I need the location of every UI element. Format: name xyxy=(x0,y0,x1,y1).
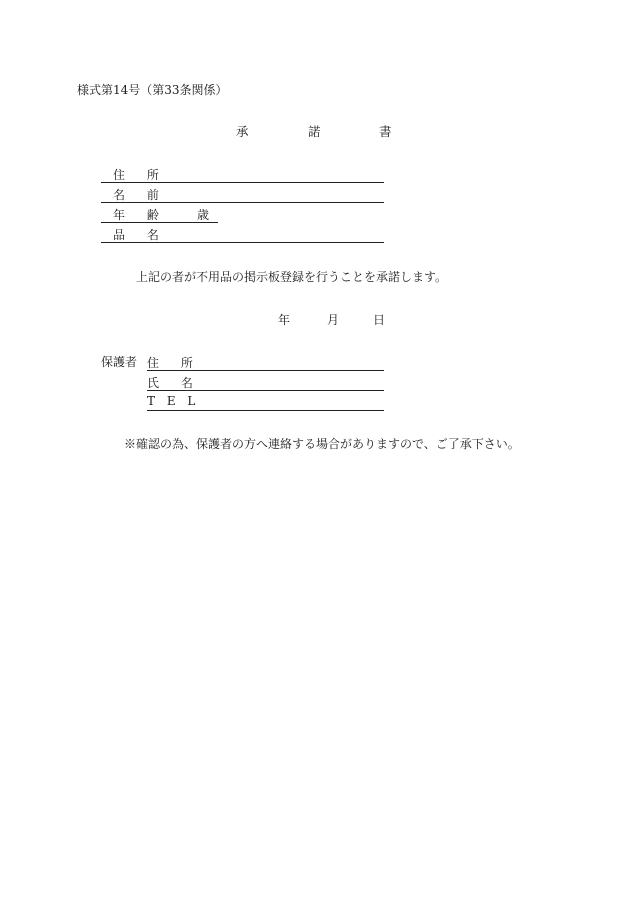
guardian-address-field[interactable] xyxy=(147,354,384,371)
title-char-2: 諾 xyxy=(308,124,321,139)
age-label: 年 齢 xyxy=(113,208,168,222)
guardian-name-label: 氏 名 xyxy=(147,376,202,390)
address-label: 住 所 xyxy=(113,168,168,182)
consent-statement: 上記の者が不用品の掲示板登録を行うことを承諾します。 xyxy=(136,270,448,284)
guardian-heading: 保護者 xyxy=(101,355,138,369)
item-name-field[interactable] xyxy=(101,226,384,243)
age-unit: 歳 xyxy=(197,208,210,222)
title-char-1: 承 xyxy=(236,124,249,139)
date-month: 月 xyxy=(327,313,340,327)
name-field[interactable] xyxy=(101,186,384,203)
address-field[interactable] xyxy=(101,166,384,183)
guardian-tel-field[interactable] xyxy=(147,394,384,411)
guardian-address-label: 住 所 xyxy=(147,356,202,370)
date-day: 日 xyxy=(373,313,386,327)
name-label: 名 前 xyxy=(113,188,168,202)
age-field[interactable] xyxy=(101,206,218,223)
title-char-3: 書 xyxy=(379,124,392,139)
notice-text: ※確認の為、保護者の方へ連絡する場合がありますので、ご了承下さい。 xyxy=(124,437,520,451)
item-name-label: 品 名 xyxy=(113,228,168,242)
guardian-name-field[interactable] xyxy=(147,374,384,391)
guardian-tel-label: T E L xyxy=(147,394,200,408)
date-year: 年 xyxy=(278,313,291,327)
form-number: 様式第14号（第33条関係） xyxy=(77,83,228,97)
